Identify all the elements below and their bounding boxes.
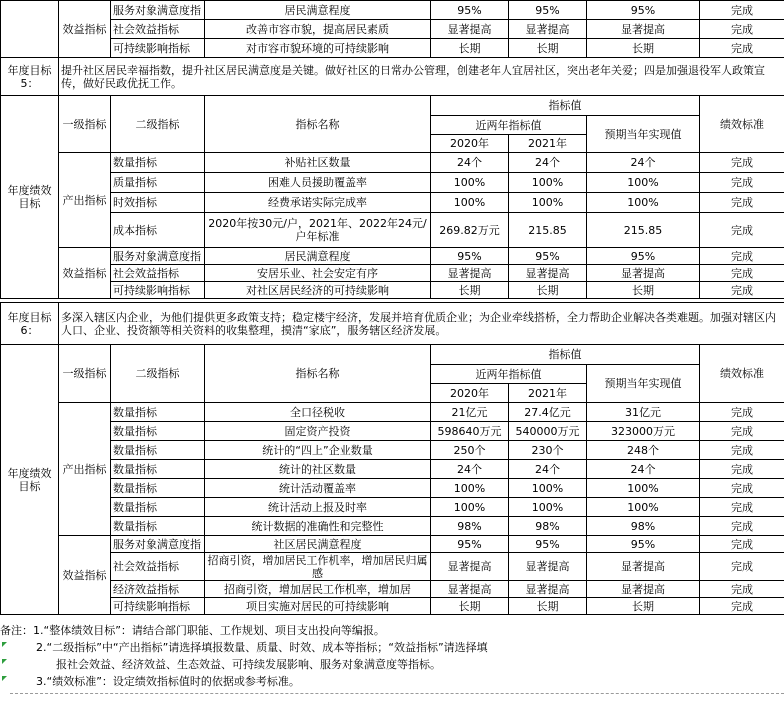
- forecast-cell: 长期: [587, 282, 700, 299]
- value-header: 指标值: [431, 96, 700, 116]
- standard-cell: 完成: [700, 553, 784, 581]
- name-header: 指标名称: [205, 96, 431, 153]
- value-2020-cell: 95%: [431, 1, 509, 20]
- year-2021-header: 2021年: [509, 135, 587, 153]
- indicator-name-cell: 统计活动覆盖率: [205, 479, 431, 498]
- top-benefit-table: [0, 0, 784, 58]
- level1-header: 一级指标: [59, 345, 111, 403]
- level1-output-cell: 产出指标: [59, 153, 111, 248]
- table-row: [1, 479, 784, 498]
- value-2020-cell: 显著提高: [431, 553, 509, 581]
- level2-cell: 数量指标: [111, 498, 205, 517]
- table-row: [1, 581, 784, 598]
- goal-6-text: 多深入辖区内企业，为他们提供更多政策支持；稳定楼宇经济，发展并培育优质企业；为企业牵线搭桥，全力帮助企业解决各类难题。加强对辖区内人口、企业、投资额等相关资料的收集整理，摸清“家底”，服务辖区经济发展。: [59, 303, 784, 345]
- value-2021-cell: 长期: [509, 39, 587, 58]
- table-row: [1, 598, 784, 615]
- standard-cell: 完成: [700, 598, 784, 615]
- value-2020-cell: 长期: [431, 39, 509, 58]
- indicator-name-cell: 经费承诺实际完成率: [205, 193, 431, 213]
- forecast-cell: 248个: [587, 441, 700, 460]
- standard-cell: 完成: [700, 581, 784, 598]
- table-row: [1, 39, 784, 58]
- level1-output-cell: 产出指标: [59, 403, 111, 536]
- value-2020-cell: 100%: [431, 173, 509, 193]
- indicator-name-cell: 统计数据的准确性和完整性: [205, 517, 431, 536]
- value-2020-cell: 显著提高: [431, 265, 509, 282]
- year-2020-header: 2020年: [431, 384, 509, 403]
- level2-cell: 社会效益指标: [111, 553, 205, 581]
- value-2021-cell: 95%: [509, 248, 587, 265]
- indicator-name-cell: 居民满意程度: [205, 248, 431, 265]
- forecast-cell: 100%: [587, 173, 700, 193]
- value-2021-cell: 100%: [509, 173, 587, 193]
- forecast-cell: 100%: [587, 498, 700, 517]
- standard-cell: 完成: [700, 265, 784, 282]
- standard-header: 绩效标准: [700, 96, 784, 153]
- remark-line-2: 2.“二级指标”中“产出指标”请选择填报数量、质量、时效、成本等指标；“效益指标”请选择填: [36, 641, 488, 654]
- name-header: 指标名称: [205, 345, 431, 403]
- standard-cell: 完成: [700, 282, 784, 299]
- standard-cell: 完成: [700, 441, 784, 460]
- level1-benefit-cell: 效益指标: [59, 248, 111, 299]
- table-row: [1, 282, 784, 299]
- level1-header: 一级指标: [59, 96, 111, 153]
- value-2021-cell: 98%: [509, 517, 587, 536]
- value-2021-cell: 215.85: [509, 213, 587, 248]
- table-row: [1, 265, 784, 282]
- value-2021-cell: 24个: [509, 460, 587, 479]
- remark-line-3: 报社会效益、经济效益、生态效益、可持续发展影响、服务对象满意度等指标。: [56, 658, 441, 671]
- standard-cell: 完成: [700, 498, 784, 517]
- recent-header: 近两年指标值: [431, 365, 587, 384]
- table-row: [1, 536, 784, 553]
- indicator-name-cell: 项目实施对居民的可持续影响: [205, 598, 431, 615]
- standard-cell: 完成: [700, 460, 784, 479]
- forecast-cell: 显著提高: [587, 20, 700, 39]
- indicator-name-cell: 社区居民满意程度: [205, 536, 431, 553]
- table-row: [1, 248, 784, 265]
- forecast-header: 预期当年实现值: [587, 365, 700, 403]
- goal-6-indicator-table: [0, 344, 784, 615]
- table-row: [1, 193, 784, 213]
- level2-cell: 数量指标: [111, 479, 205, 498]
- forecast-cell: 长期: [587, 598, 700, 615]
- goal-5-text: 提升社区居民幸福指数，提升社区居民满意度是关键。做好社区的日常办公管理，创建老年人宜居社区，突出老年关爱；四是加强退役军人政策宣传，做好民政优抚工作。: [59, 58, 784, 96]
- value-2020-cell: 95%: [431, 536, 509, 553]
- level2-cell: 服务对象满意度指: [111, 536, 205, 553]
- value-2021-cell: 显著提高: [509, 581, 587, 598]
- level2-cell: 数量指标: [111, 422, 205, 441]
- level2-cell: 社会效益指标: [111, 265, 205, 282]
- forecast-cell: 215.85: [587, 213, 700, 248]
- value-2021-cell: 显著提高: [509, 265, 587, 282]
- value-2020-cell: 长期: [431, 598, 509, 615]
- indicator-name-cell: 全口径税收: [205, 403, 431, 422]
- forecast-cell: 显著提高: [587, 581, 700, 598]
- level2-cell: 质量指标: [111, 173, 205, 193]
- forecast-cell: 100%: [587, 479, 700, 498]
- level2-cell: 数量指标: [111, 517, 205, 536]
- level2-cell: 可持续影响指标: [111, 282, 205, 299]
- forecast-cell: 24个: [587, 460, 700, 479]
- standard-header: 绩效标准: [700, 345, 784, 403]
- indicator-name-cell: 统计的社区数量: [205, 460, 431, 479]
- standard-cell: 完成: [700, 193, 784, 213]
- indicator-name-cell: 改善市容市貌，提高居民素质: [205, 20, 431, 39]
- forecast-cell: 显著提高: [587, 553, 700, 581]
- forecast-cell: 95%: [587, 1, 700, 20]
- indicator-name-cell: 统计活动上报及时率: [205, 498, 431, 517]
- year-perf-target-6: 年度绩效目标: [1, 345, 59, 615]
- indicator-name-cell: 安居乐业、社会安定有序: [205, 265, 431, 282]
- level2-header: 二级指标: [111, 96, 205, 153]
- value-2021-cell: 95%: [509, 1, 587, 20]
- error-indicator-icon: [2, 676, 7, 681]
- indicator-name-cell: 招商引资，增加居民工作机率，增加居民归属感: [205, 553, 431, 581]
- goal-6-row: [0, 302, 784, 345]
- remark-line-1: 备注：1.“整体绩效目标”：请结合部门职能、工作规划、项目支出投向等编报。: [0, 624, 385, 637]
- standard-cell: 完成: [700, 1, 784, 20]
- value-2020-cell: 598640万元: [431, 422, 509, 441]
- table-row: [1, 213, 784, 248]
- indicator-name-cell: 居民满意程度: [205, 1, 431, 20]
- indicator-name-cell: 2020年按30元/户，2021年、2022年24元/户年标准: [205, 213, 431, 248]
- indicator-name-cell: 固定资产投资: [205, 422, 431, 441]
- recent-header: 近两年指标值: [431, 116, 587, 135]
- indicator-name-cell: 对社区居民经济的可持续影响: [205, 282, 431, 299]
- goal-5-label: 年度目标5：: [1, 58, 59, 96]
- table-row: [1, 498, 784, 517]
- standard-cell: 完成: [700, 153, 784, 173]
- standard-cell: 完成: [700, 422, 784, 441]
- level2-cell: 可持续影响指标: [111, 39, 205, 58]
- level2-cell: 经济效益指标: [111, 581, 205, 598]
- forecast-cell: 323000万元: [587, 422, 700, 441]
- forecast-cell: 31亿元: [587, 403, 700, 422]
- indicator-name-cell: 招商引资，增加居民工作机率，增加居: [205, 581, 431, 598]
- level1-benefit-cell: 效益指标: [59, 536, 111, 615]
- value-2021-cell: 长期: [509, 282, 587, 299]
- standard-cell: 完成: [700, 403, 784, 422]
- year-2020-header: 2020年: [431, 135, 509, 153]
- table-row: [1, 460, 784, 479]
- value-2021-cell: 100%: [509, 479, 587, 498]
- standard-cell: 完成: [700, 479, 784, 498]
- table-row: [1, 553, 784, 581]
- value-2021-cell: 100%: [509, 193, 587, 213]
- value-2021-cell: 24个: [509, 153, 587, 173]
- forecast-cell: 显著提高: [587, 265, 700, 282]
- remark-line-4: 3.“绩效标准”：设定绩效指标值时的依据或参考标准。: [36, 675, 300, 688]
- forecast-cell: 98%: [587, 517, 700, 536]
- value-2020-cell: 100%: [431, 479, 509, 498]
- value-header: 指标值: [431, 345, 700, 365]
- table-row: [1, 1, 784, 20]
- forecast-cell: 长期: [587, 39, 700, 58]
- indicator-name-cell: 对市容市貌环境的可持续影响: [205, 39, 431, 58]
- indicator-name-cell: 统计的“四上”企业数量: [205, 441, 431, 460]
- table-row: [1, 441, 784, 460]
- value-2020-cell: 100%: [431, 193, 509, 213]
- table-row: [1, 517, 784, 536]
- value-2021-cell: 540000万元: [509, 422, 587, 441]
- forecast-cell: 24个: [587, 153, 700, 173]
- forecast-cell: 100%: [587, 193, 700, 213]
- year-perf-target-5: 年度绩效目标: [1, 96, 59, 299]
- standard-cell: 完成: [700, 39, 784, 58]
- error-indicator-icon: [2, 642, 7, 647]
- level1-benefit-cell: 效益指标: [59, 1, 111, 58]
- value-2020-cell: 显著提高: [431, 581, 509, 598]
- level2-cell: 数量指标: [111, 153, 205, 173]
- value-2020-cell: 250个: [431, 441, 509, 460]
- table-row: [1, 173, 784, 193]
- forecast-header: 预期当年实现值: [587, 116, 700, 153]
- level2-cell: 成本指标: [111, 213, 205, 248]
- forecast-cell: 95%: [587, 248, 700, 265]
- goal-6-label: 年度目标6：: [1, 303, 59, 345]
- remarks: [0, 622, 784, 690]
- value-2021-cell: 230个: [509, 441, 587, 460]
- goal-5-row: [0, 57, 784, 96]
- level2-cell: 服务对象满意度指: [111, 248, 205, 265]
- value-2021-cell: 显著提高: [509, 553, 587, 581]
- standard-cell: 完成: [700, 20, 784, 39]
- standard-cell: 完成: [700, 517, 784, 536]
- level2-cell: 数量指标: [111, 441, 205, 460]
- level2-cell: 社会效益指标: [111, 20, 205, 39]
- value-2021-cell: 27.4亿元: [509, 403, 587, 422]
- standard-cell: 完成: [700, 173, 784, 193]
- value-2021-cell: 显著提高: [509, 20, 587, 39]
- table-row: [1, 20, 784, 39]
- value-2020-cell: 95%: [431, 248, 509, 265]
- standard-cell: 完成: [700, 213, 784, 248]
- blank-cell: [1, 1, 59, 58]
- value-2020-cell: 269.82万元: [431, 213, 509, 248]
- value-2020-cell: 98%: [431, 517, 509, 536]
- table-row: [1, 153, 784, 173]
- table-row: [1, 422, 784, 441]
- level2-cell: 数量指标: [111, 403, 205, 422]
- standard-cell: 完成: [700, 248, 784, 265]
- error-indicator-icon: [2, 659, 7, 664]
- level2-header: 二级指标: [111, 345, 205, 403]
- year-2021-header: 2021年: [509, 384, 587, 403]
- level2-cell: 服务对象满意度指: [111, 1, 205, 20]
- page-break-line: [10, 693, 784, 694]
- indicator-name-cell: 困难人员援助覆盖率: [205, 173, 431, 193]
- value-2021-cell: 95%: [509, 536, 587, 553]
- value-2021-cell: 长期: [509, 598, 587, 615]
- standard-cell: 完成: [700, 536, 784, 553]
- value-2020-cell: 长期: [431, 282, 509, 299]
- level2-cell: 数量指标: [111, 460, 205, 479]
- forecast-cell: 95%: [587, 536, 700, 553]
- value-2020-cell: 21亿元: [431, 403, 509, 422]
- value-2020-cell: 24个: [431, 460, 509, 479]
- goal-5-indicator-table: [0, 95, 784, 299]
- value-2020-cell: 24个: [431, 153, 509, 173]
- value-2020-cell: 显著提高: [431, 20, 509, 39]
- level2-cell: 时效指标: [111, 193, 205, 213]
- indicator-name-cell: 补贴社区数量: [205, 153, 431, 173]
- value-2021-cell: 100%: [509, 498, 587, 517]
- level2-cell: 可持续影响指标: [111, 598, 205, 615]
- table-row: [1, 403, 784, 422]
- value-2020-cell: 100%: [431, 498, 509, 517]
